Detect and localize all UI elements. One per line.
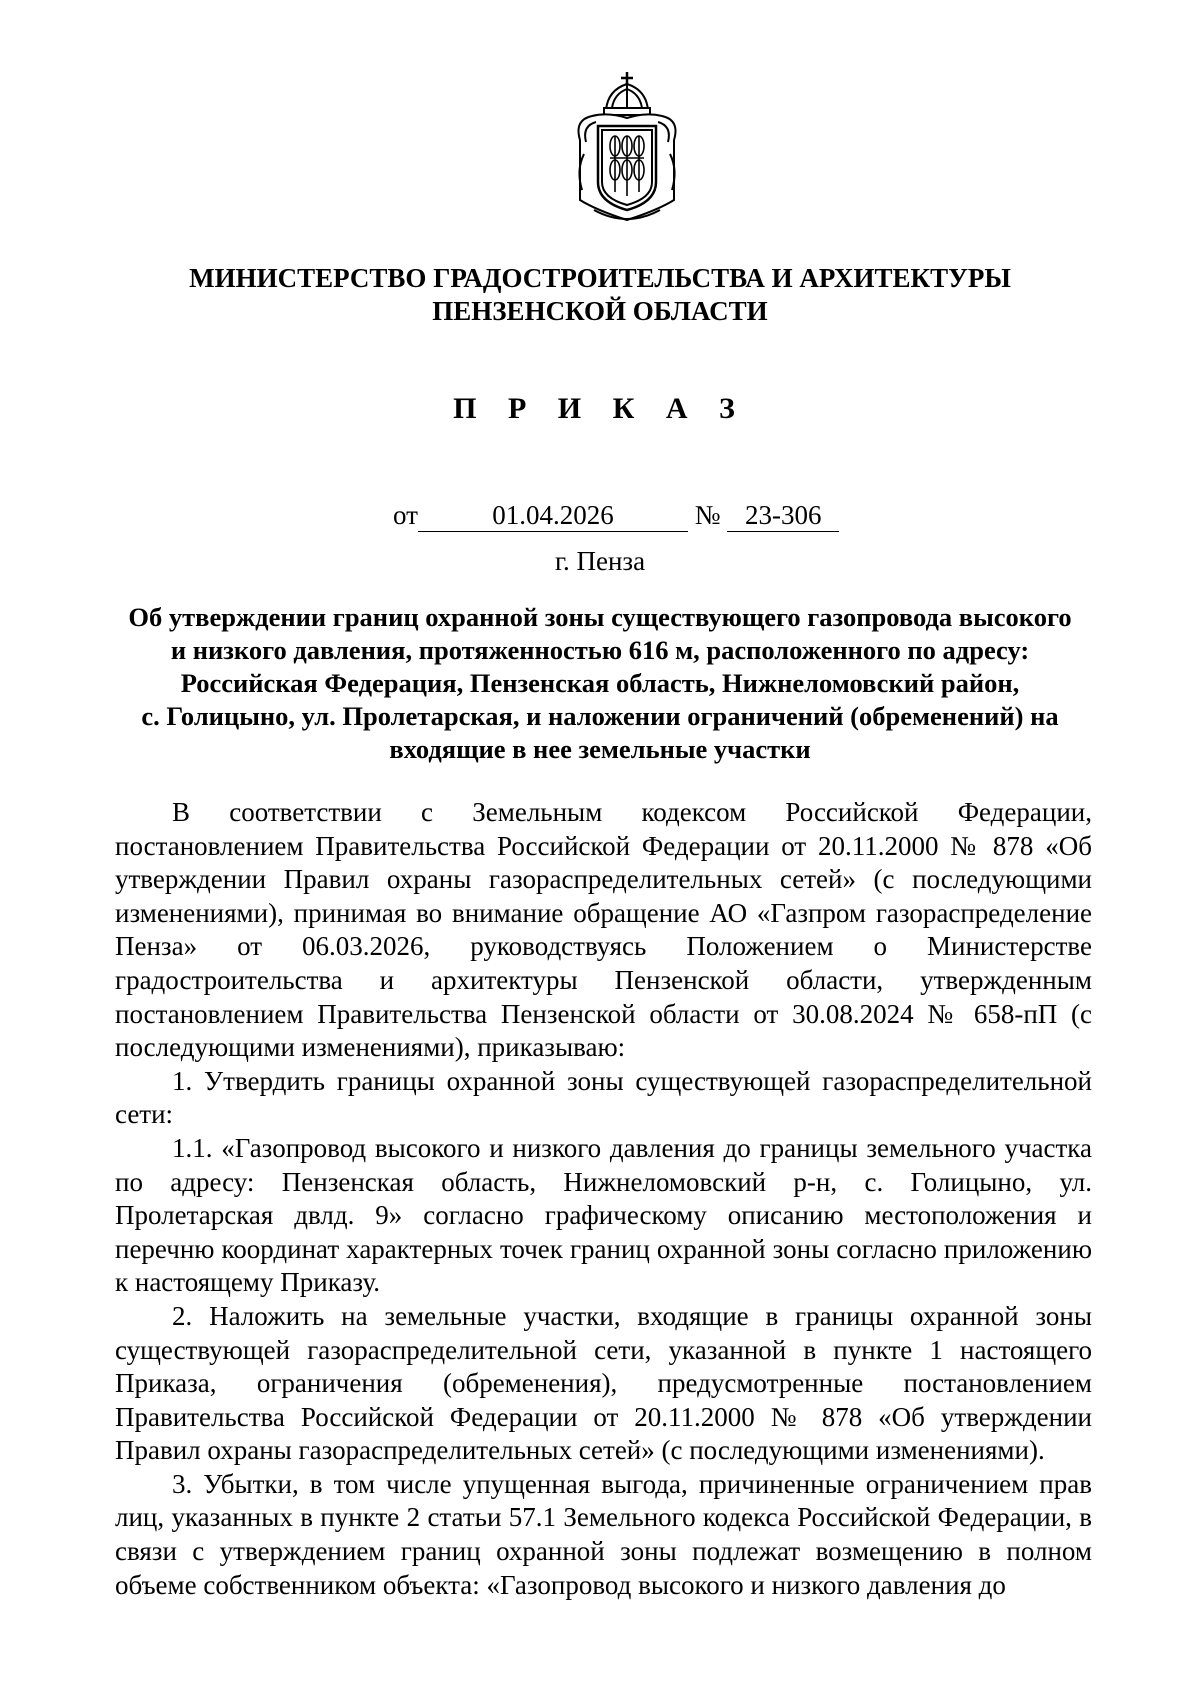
title-line: входящие в нее земельные участки <box>389 734 811 764</box>
ministry-line-1: МИНИСТЕРСТВО ГРАДОСТРОИТЕЛЬСТВА И АРХИТЕКТУРЫ <box>189 263 1011 293</box>
order-number: 23-306 <box>727 500 839 532</box>
from-label: от <box>393 500 418 530</box>
clause-1-1: 1.1. «Газопровод высокого и низкого давления до границы земельного участка по адресу: Пензенская область, Нижнеломовский р-н, с. Голицыно, ул. Пролетарская двлд. 9» согласно графическому описанию местоположения и перечню координат характерных точек границ охранной зоны согласно приложению к настоящему Приказу. <box>115 1132 1092 1298</box>
order-title <box>100 601 1100 766</box>
ministry-name <box>100 262 1100 328</box>
document-type: П Р И К А З <box>453 392 747 425</box>
number-label: № <box>694 500 721 530</box>
title-line: Российская Федерация, Пензенская область, Нижнеломовский район, <box>180 668 1020 698</box>
coat-of-arms-icon <box>568 70 686 228</box>
order-city: г. Пенза <box>554 546 646 576</box>
order-date: 01.04.2026 <box>418 500 688 532</box>
title-line: с. Голицыно, ул. Пролетарская, и наложении ограничений (обременений) на <box>141 701 1059 731</box>
ministry-line-2: ПЕНЗЕНСКОЙ ОБЛАСТИ <box>432 296 768 326</box>
clause-2: 2. Наложить на земельные участки, входящие в границы охранной зоны существующей газораспределительной сети, указанной в пункте 1 настоящего Приказа, ограничения (обременения), предусмотренные постановлением Правительства Российской Федерации от 20.11.2000 № 878 «Об утверждении Правил охраны газораспределительных сетей» (с последующими изменениями). <box>115 1300 1092 1466</box>
preamble-paragraph: В соответствии с Земельным кодексом Российской Федерации, постановлением Правительства Российской Федерации от 20.11.2000 № 878 «Об утверждении Правил охраны газораспределительных сетей» (с последующими изменениями), принимая во внимание обращение АО «Газпром газораспределение Пенза» от 06.03.2026, руководствуясь Положением о Министерстве градостроительства и архитектуры Пензенской области, утвержденным постановлением Правительства Пензенской области от 30.08.2024 № 658-пП (с последующими изменениями), приказываю: <box>115 797 1092 1063</box>
order-date-number-line <box>393 500 839 536</box>
title-line: и низкого давления, протяженностью 616 м, расположенного по адресу: <box>170 635 1030 665</box>
order-body <box>115 796 1092 1602</box>
clause-3: 3. Убытки, в том числе упущенная выгода, причиненные ограничением прав лиц, указанных в пункте 2 статьи 57.1 Земельного кодекса Российской Федерации, в связи с утверждением границ охранной зоны подлежат возмещению в полном объеме собственником объекта: «Газопровод высокого и низкого давления до <box>115 1468 1092 1600</box>
clause-1: 1. Утвердить границы охранной зоны существующей газораспределительной сети: <box>115 1065 1092 1130</box>
title-line: Об утверждении границ охранной зоны существующего газопровода высокого <box>128 602 1072 632</box>
